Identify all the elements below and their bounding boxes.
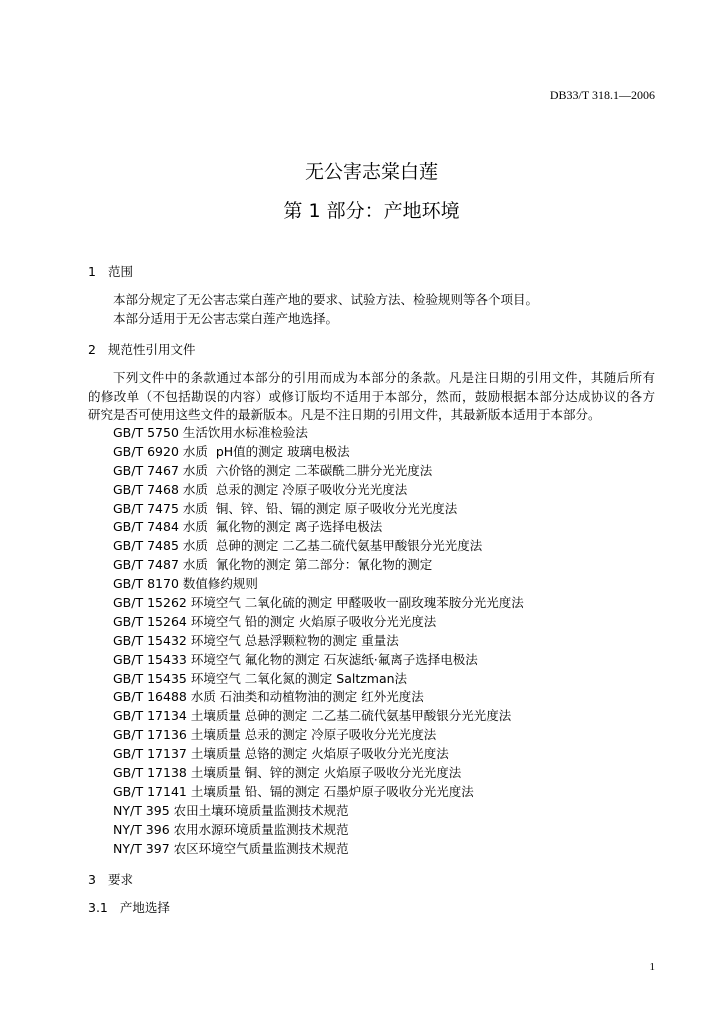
section-number: 1 xyxy=(88,264,96,279)
reference-item: GB/T 17141 土壤质量 铅、镉的测定 石墨炉原子吸收分光光度法 xyxy=(113,783,474,799)
reference-item: NY/T 397 农区环境空气质量监测技术规范 xyxy=(113,840,349,856)
reference-item: GB/T 15432 环境空气 总悬浮颗粒物的测定 重量法 xyxy=(113,632,399,648)
section-3-heading xyxy=(88,870,133,889)
reference-item: GB/T 7485 水质 总砷的测定 二乙基二硫代氨基甲酸银分光光度法 xyxy=(113,538,483,554)
section-title: 范围 xyxy=(107,264,133,279)
section-3-1-heading xyxy=(88,898,170,917)
scope-paragraph: 本部分适用于无公害志棠白莲产地选择。 xyxy=(113,311,339,326)
reference-item: GB/T 7487 水质 氰化物的测定 第二部分：氰化物的测定 xyxy=(113,557,433,573)
reference-item: GB/T 5750 生活饮用水标准检验法 xyxy=(113,425,308,440)
part-title: 第 1 部分：产地环境 xyxy=(283,200,460,222)
section-number: 3 xyxy=(88,872,96,887)
section-number: 3.1 xyxy=(88,900,108,915)
reference-item: GB/T 17134 土壤质量 总砷的测定 二乙基二硫代氨基甲酸银分光光度法 xyxy=(113,708,512,724)
reference-item: GB/T 7467 水质 六价铬的测定 二苯碳酰二肼分光光度法 xyxy=(113,462,433,478)
page-number: 1 xyxy=(649,961,655,973)
section-title: 要求 xyxy=(107,872,133,887)
reference-item: GB/T 7484 水质 氟化物的测定 离子选择电极法 xyxy=(113,519,383,535)
reference-item: GB/T 7475 水质 铜、锌、铅、镉的测定 原子吸收分光光度法 xyxy=(113,500,458,516)
document-title: 无公害志棠白莲 xyxy=(304,161,438,183)
reference-item: NY/T 395 农田土壤环境质量监测技术规范 xyxy=(113,802,349,818)
references-intro-line: 研究是否可使用这些文件的最新版本。凡是不注日期的引用文件，其最新版本适用于本部分。 xyxy=(88,407,601,422)
reference-item: GB/T 15435 环境空气 二氧化氮的测定 Saltzman法 xyxy=(113,670,408,686)
reference-item: GB/T 15262 环境空气 二氧化硫的测定 甲醛吸收一副玫瑰苯胺分光光度法 xyxy=(113,595,524,611)
reference-item: NY/T 396 农用水源环境质量监测技术规范 xyxy=(113,821,349,837)
standard-code: DB33/T 318.1—2006 xyxy=(549,88,655,102)
reference-item: GB/T 17138 土壤质量 铜、锌的测定 火焰原子吸收分光光度法 xyxy=(113,765,462,781)
section-title: 规范性引用文件 xyxy=(107,342,196,357)
reference-item: GB/T 17136 土壤质量 总汞的测定 冷原子吸收分光光度法 xyxy=(113,727,437,743)
reference-item: GB/T 16488 水质 石油类和动植物油的测定 红外光度法 xyxy=(113,689,424,705)
reference-list xyxy=(113,424,655,858)
reference-item: GB/T 7468 水质 总汞的测定 冷原子吸收分光光度法 xyxy=(113,481,408,497)
reference-item: GB/T 8170 数值修约规则 xyxy=(113,576,258,592)
reference-item: GB/T 17137 土壤质量 总铬的测定 火焰原子吸收分光光度法 xyxy=(113,746,449,762)
reference-item: GB/T 15433 环境空气 氟化物的测定 石灰滤纸·氟离子选择电极法 xyxy=(113,651,478,667)
section-2-heading xyxy=(88,340,195,359)
references-intro-line: 下列文件中的条款通过本部分的引用而成为本部分的条款。凡是注日期的引用文件，其随后所有 xyxy=(113,370,655,385)
scope-paragraph: 本部分规定了无公害志棠白莲产地的要求、试验方法、检验规则等各个项目。 xyxy=(113,292,539,307)
section-1-heading xyxy=(88,262,133,281)
references-intro-line: 的修改单（不包括勘误的内容）或修订版均不适用于本部分，然而，鼓励根据本部分达成协议的各方 xyxy=(88,389,655,404)
section-title: 产地选择 xyxy=(119,900,170,915)
reference-item: GB/T 6920 水质 pH值的测定 玻璃电极法 xyxy=(113,443,350,459)
reference-item: GB/T 15264 环境空气 铅的测定 火焰原子吸收分光光度法 xyxy=(113,613,437,629)
section-number: 2 xyxy=(88,342,96,357)
